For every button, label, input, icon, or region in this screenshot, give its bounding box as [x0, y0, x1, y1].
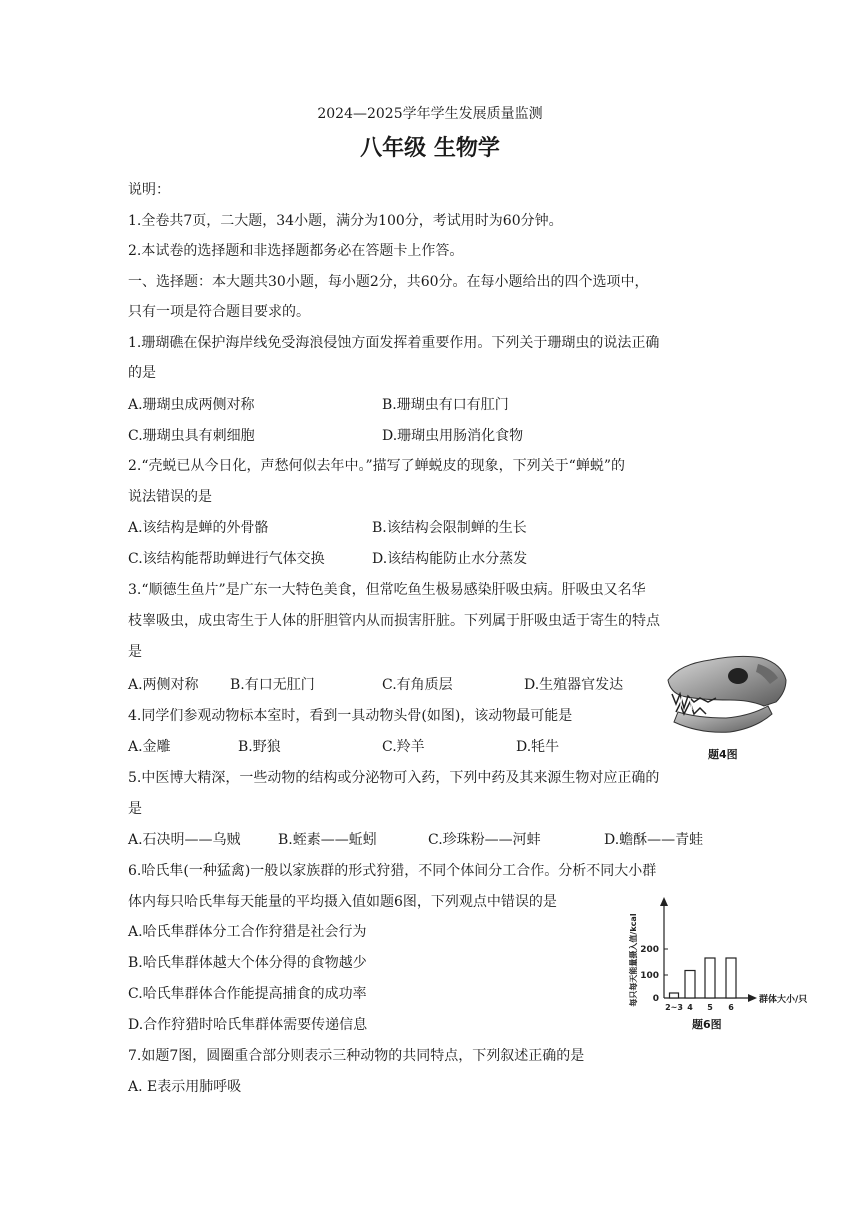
q3-option-b: B.有口无肛门 — [230, 677, 315, 693]
q3-stem-line-1: 3.“顺德生鱼片”是广东一大特色美食，但常吃鱼生极易感染肝吸虫病。肝吸虫又名华 — [128, 582, 646, 598]
q4-stem: 4.同学们参观动物标本室时，看到一具动物头骨(如图)，该动物最可能是 — [128, 708, 573, 724]
q2-option-c: C.该结构能帮助蝉进行气体交换 — [128, 551, 325, 567]
q1-option-a: A.珊瑚虫成两侧对称 — [128, 397, 255, 413]
q3-stem-line-3: 是 — [128, 644, 142, 660]
q7-stem: 7.如题7图，圆圈重合部分则表示三种动物的共同特点，下列叙述正确的是 — [128, 1048, 585, 1064]
x-axis-label: 群体大小/只 — [759, 995, 808, 1005]
q1-option-c: C.珊瑚虫具有刺细胞 — [128, 428, 255, 444]
q6-chart-figure — [620, 892, 820, 1037]
q6-figure-caption: 题6图 — [692, 1018, 722, 1031]
bar-4 — [685, 971, 695, 999]
x-tick-label-3: 6 — [728, 1003, 734, 1012]
q6-option-b: B.哈氏隼群体越大个体分得的食物越少 — [128, 955, 367, 971]
q3-stem-line-2: 枝睾吸虫，成虫寄生于人体的肝胆管内从而损害肝脏。下列属于肝吸虫适于寄生的特点 — [128, 613, 660, 629]
q5-option-a: A.石决明——乌贼 — [128, 832, 241, 848]
y-axis-label: 每只每天能量摄入值/kcal — [629, 913, 638, 1007]
exam-subtitle: 2024—2025学年学生发展质量监测 — [317, 106, 543, 122]
q6-option-d: D.合作狩猎时哈氏隼群体需要传递信息 — [128, 1017, 368, 1033]
y-tick-label-100: 100 — [640, 971, 659, 981]
skull-figure — [660, 650, 790, 762]
q1-stem-line-2: 的是 — [128, 365, 156, 381]
q6-stem-line-1: 6.哈氏隼(一种猛禽)一般以家族群的形式狩猎，不同个体间分工合作。分析不同大小群 — [128, 863, 657, 879]
q5-option-b: B.蛭素——蚯蚓 — [278, 832, 377, 848]
section-heading-line-1: 一、选择题：本大题共30小题，每小题2分，共60分。在每小题给出的四个选项中， — [128, 274, 649, 290]
q6-option-c: C.哈氏隼群体合作能提高捕食的成功率 — [128, 986, 367, 1002]
x-tick-label-0: 2~3 — [665, 1003, 683, 1012]
q3-option-d: D.生殖器官发达 — [524, 677, 624, 693]
notes-label: 说明： — [128, 182, 170, 198]
x-axis-arrow — [748, 994, 757, 1002]
q1-option-b: B.珊瑚虫有口有肛门 — [382, 397, 509, 413]
q4-option-c: C.羚羊 — [382, 739, 425, 755]
exam-title: 八年级 生物学 — [360, 136, 500, 161]
y-axis-arrow — [660, 897, 668, 906]
q2-option-b: B.该结构会限制蝉的生长 — [372, 520, 527, 536]
q5-option-d: D.蟾酥——青蛙 — [604, 832, 704, 848]
q5-stem-line-1: 5.中医博大精深，一些动物的结构或分泌物可入药，下列中药及其来源生物对应正确的 — [128, 770, 660, 786]
q1-stem-line-1: 1.珊瑚礁在保护海岸线免受海浪侵蚀方面发挥着重要作用。下列关于珊瑚虫的说法正确 — [128, 335, 660, 351]
q6-option-a: A.哈氏隼群体分工合作狩猎是社会行为 — [128, 924, 367, 940]
q2-stem-line-1: 2.“壳蜕已从今日化，声愁何似去年中。”描写了蝉蜕皮的现象，下列关于“蝉蜕”的 — [128, 458, 625, 474]
q4-option-d: D.牦牛 — [516, 739, 560, 755]
q4-option-b: B.野狼 — [238, 739, 281, 755]
q6-bar-chart — [620, 892, 820, 1017]
q7-option-a: A. E表示用肺呼吸 — [128, 1079, 242, 1095]
x-tick-label-2: 5 — [707, 1003, 713, 1012]
skull-illustration — [660, 650, 790, 745]
q1-option-d: D.珊瑚虫用肠消化食物 — [382, 428, 524, 444]
q2-option-a: A.该结构是蝉的外骨骼 — [128, 520, 269, 536]
q4-option-a: A.金雕 — [128, 739, 171, 755]
y-tick-label-0: 0 — [652, 994, 659, 1004]
q3-option-c: C.有角质层 — [382, 677, 453, 693]
x-tick-label-1: 4 — [687, 1003, 693, 1012]
q5-stem-line-2: 是 — [128, 801, 142, 817]
section-heading-line-2: 只有一项是符合题目要求的。 — [128, 304, 310, 320]
note-item-2: 2.本试卷的选择题和非选择题都务必在答题卡上作答。 — [128, 243, 464, 259]
bar-5 — [705, 958, 715, 998]
bar-2~3 — [670, 993, 679, 998]
q6-stem-line-2: 体内每只哈氏隼每天能量的平均摄入值如题6图，下列观点中错误的是 — [128, 894, 557, 910]
q2-option-d: D.该结构能防止水分蒸发 — [372, 551, 528, 567]
q4-figure-caption: 题4图 — [708, 748, 738, 761]
q5-option-c: C.珍珠粉——河蚌 — [428, 832, 541, 848]
q2-stem-line-2: 说法错误的是 — [128, 489, 212, 505]
q3-option-a: A.两侧对称 — [128, 677, 199, 693]
y-tick-label-200: 200 — [640, 945, 659, 955]
note-item-1: 1.全卷共7页，二大题，34小题，满分为100分，考试用时为60分钟。 — [128, 213, 563, 229]
bar-6 — [726, 958, 736, 998]
